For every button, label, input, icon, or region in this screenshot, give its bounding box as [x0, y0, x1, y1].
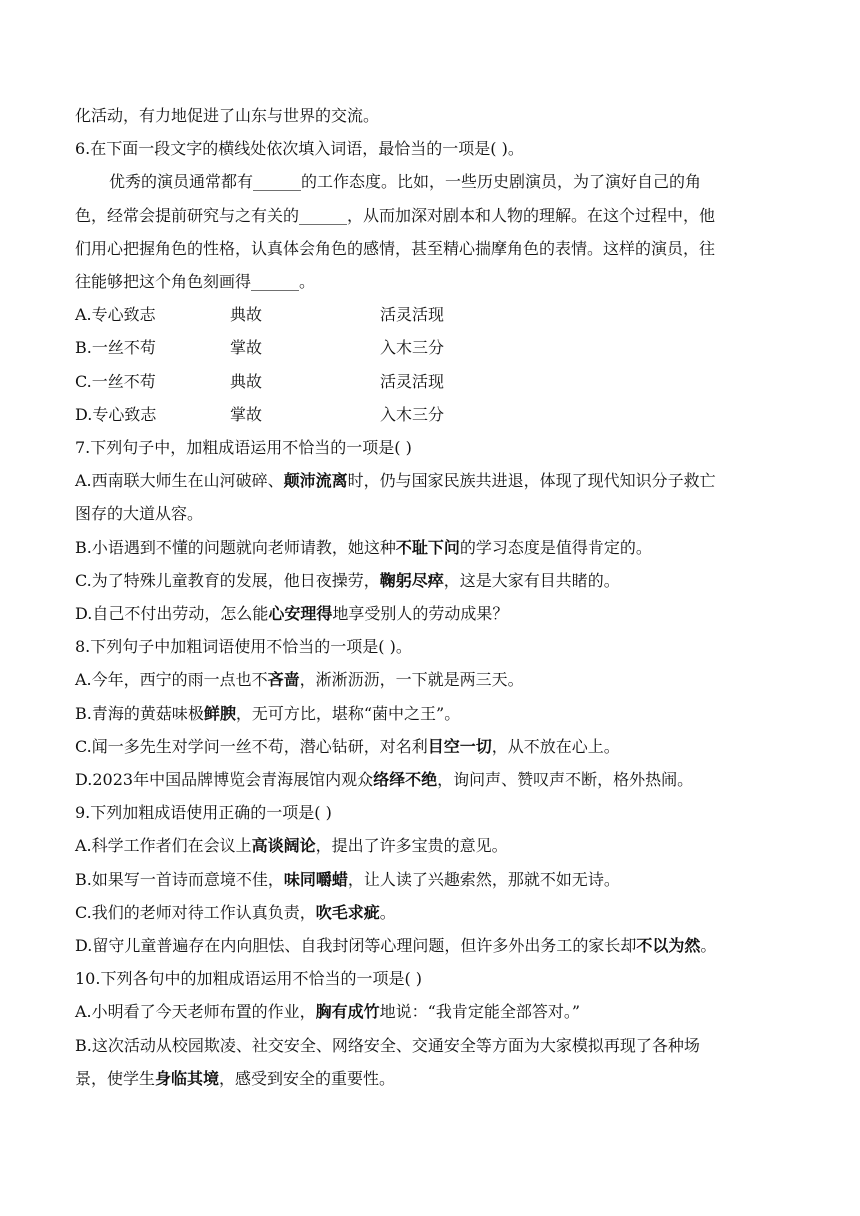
text-segment: ，从不放在心上。 — [491, 736, 620, 756]
text-line — [75, 936, 800, 956]
bold-idiom: 鞠躬尽瘁 — [379, 570, 444, 590]
option-row — [75, 405, 800, 425]
text-segment: 。 — [700, 936, 717, 955]
text-line — [75, 637, 800, 657]
text-segment: ，让人读了兴趣索然，那就不如无诗。 — [347, 869, 620, 889]
text-segment: 8.下列句子中加粗词语使用不恰当的一项是( )。 — [75, 637, 412, 657]
text-segment: ，提出了许多宝贵的意见。 — [315, 836, 508, 856]
option-word-2: 掌故 — [230, 404, 263, 424]
text-segment: 色，经常会提前研究与之有关的______，从而加深对剧本和人物的理解。在这个过程中，他 — [75, 205, 716, 225]
text-segment: A.科学工作者们在会议上 — [75, 836, 252, 856]
text-segment: ，无可方比，堪称“菌中之王”。 — [235, 703, 461, 723]
text-line — [75, 272, 800, 292]
bold-idiom: 目空一切 — [427, 736, 492, 756]
option-row — [75, 338, 800, 358]
bold-idiom: 络绎不绝 — [373, 770, 438, 789]
text-segment: 9.下列加粗成语使用正确的一项是( ) — [75, 803, 332, 823]
text-line — [75, 1002, 800, 1022]
text-line — [75, 206, 800, 226]
text-line — [75, 504, 800, 524]
text-line — [75, 836, 800, 856]
text-line — [75, 803, 800, 823]
text-segment: 们用心把握角色的性格，认真体会角色的感情，甚至精心揣摩角色的表情。这样的演员，往 — [75, 238, 716, 258]
text-line — [75, 1069, 800, 1089]
text-segment: D.留守儿童普遍存在内向胆怯、自我封闭等心理问题，但许多外出务工的家长却 — [75, 936, 637, 955]
text-line — [75, 139, 800, 159]
text-segment: 7.下列句子中，加粗成语运用不恰当的一项是( ) — [75, 438, 412, 457]
text-line — [75, 670, 800, 690]
text-segment: D.自己不付出劳动，怎么能 — [75, 604, 269, 623]
text-segment: 景，使学生 — [75, 1068, 156, 1088]
text-line — [75, 438, 800, 458]
text-line — [75, 903, 800, 923]
text-segment: 往能够把这个角色刻画得______。 — [75, 272, 316, 291]
text-segment: 地说：“我肯定能全部答对。” — [379, 1002, 581, 1022]
text-segment: 10.下列各句中的加粗成语运用不恰当的一项是( ) — [75, 969, 423, 989]
bold-idiom: 味同嚼蜡 — [283, 869, 348, 889]
text-segment: 。 — [379, 902, 396, 922]
text-segment: B.这次活动从校园欺凌、社交安全、网络安全、交通安全等方面为大家模拟再现了各种场 — [75, 1035, 700, 1055]
text-line — [75, 538, 800, 558]
text-line — [75, 471, 800, 491]
text-segment: B.如果写一首诗而意境不佳， — [75, 869, 284, 889]
text-line — [75, 239, 800, 259]
text-line — [75, 604, 800, 624]
bold-idiom: 身临其境 — [155, 1068, 220, 1088]
text-segment: 化活动，有力地促进了山东与世界的交流。 — [75, 106, 380, 125]
text-segment: ，这是大家有目共睹的。 — [443, 570, 620, 590]
text-segment: ，询问声、赞叹声不断，格外热闹。 — [437, 770, 694, 789]
text-segment: 时，仍与国家民族共进退，体现了现代知识分子救亡 — [347, 471, 716, 491]
text-line — [75, 770, 800, 790]
text-segment: C.闻一多先生对学问一丝不苟，潜心钻研，对名利 — [75, 736, 428, 756]
option-label: A.专心致志 — [75, 305, 156, 325]
option-word-3: 活灵活现 — [380, 305, 445, 325]
bold-idiom: 吹毛求疵 — [315, 902, 380, 922]
text-line — [75, 969, 800, 989]
text-segment: A.西南联大师生在山河破碎、 — [75, 471, 284, 491]
text-segment: 地享受别人的劳动成果？ — [332, 604, 509, 623]
option-label: C.一丝不苟 — [75, 371, 156, 391]
text-segment: A.今年，西宁的雨一点也不 — [75, 670, 268, 690]
text-line — [75, 704, 800, 724]
text-line — [75, 870, 800, 890]
bold-idiom: 胸有成竹 — [315, 1002, 380, 1022]
text-line — [75, 1036, 800, 1056]
text-segment: 的学习态度是值得肯定的。 — [459, 537, 652, 557]
option-word-2: 典故 — [230, 371, 263, 391]
text-segment: D.2023年中国品牌博览会青海展馆内观众 — [75, 770, 374, 789]
text-line — [75, 106, 800, 126]
text-segment: 优秀的演员通常都有______的工作态度。比如，一些历史剧演员，为了演好自己的角 — [109, 172, 702, 192]
option-word-2: 典故 — [230, 305, 263, 325]
option-word-3: 入木三分 — [380, 404, 445, 424]
text-segment: 图存的大道从容。 — [75, 504, 204, 524]
text-line — [75, 737, 800, 757]
text-segment: B.小语遇到不懂的问题就向老师请教，她这种 — [75, 537, 396, 557]
bold-idiom: 鲜腴 — [203, 703, 236, 723]
option-row — [75, 372, 800, 392]
text-line — [75, 571, 800, 591]
text-line — [109, 172, 800, 192]
bold-idiom: 不耻下问 — [395, 537, 460, 557]
text-segment: ，淅淅沥沥，一下就是两三天。 — [299, 670, 524, 690]
bold-idiom: 不以为然 — [636, 936, 701, 955]
bold-idiom: 吝啬 — [267, 670, 300, 690]
text-segment: C.我们的老师对待工作认真负责， — [75, 902, 316, 922]
text-segment: ，感受到安全的重要性。 — [219, 1068, 396, 1088]
option-word-3: 入木三分 — [380, 338, 445, 358]
option-label: D.专心致志 — [75, 404, 157, 424]
option-word-3: 活灵活现 — [380, 371, 445, 391]
text-segment: C.为了特殊儿童教育的发展，他日夜操劳， — [75, 570, 380, 590]
text-segment: A.小明看了今天老师布置的作业， — [75, 1002, 316, 1022]
bold-idiom: 心安理得 — [268, 604, 333, 623]
option-label: B.一丝不苟 — [75, 338, 156, 358]
option-word-2: 掌故 — [230, 338, 263, 358]
text-segment: B.青海的黄菇味极 — [75, 703, 204, 723]
text-segment: 6.在下面一段文字的横线处依次填入词语，最恰当的一项是( )。 — [75, 139, 524, 159]
option-row — [75, 305, 800, 325]
bold-idiom: 颠沛流离 — [283, 471, 348, 491]
bold-idiom: 高谈阔论 — [251, 836, 316, 856]
